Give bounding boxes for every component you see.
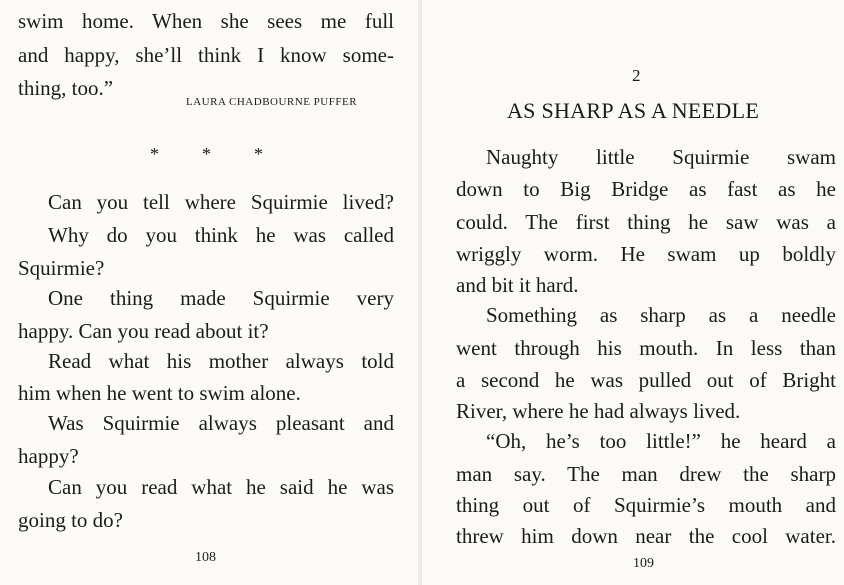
separator-star: * [254,144,263,164]
separator-star: * [150,144,159,164]
question-line: happy? [18,444,79,468]
question-line: happy. Can you read about it? [18,319,269,343]
text-line: could. The first thing he saw was a [456,210,836,234]
text-line: threw him down near the cool water. [456,524,836,548]
text-line: wriggly worm. He swam up boldly [456,242,836,266]
question-line: Read what his mother always told [48,349,394,373]
question-line: One thing made Squirmie very [48,286,394,310]
text-line: Something as sharp as a needle [486,303,836,327]
question-line: Can you read what he said he was [48,475,394,499]
question-line: going to do? [18,508,123,532]
section-separator [150,144,306,165]
question-line: Was Squirmie always pleasant and [48,411,394,435]
right-page [422,0,844,585]
page-number: 109 [633,556,654,571]
text-line: and bit it hard. [456,273,579,297]
text-line: thing out of Squirmie’s mouth and [456,493,836,517]
question-line: Why do you think he was called [48,223,394,247]
text-line: down to Big Bridge as fast as he [456,177,836,201]
text-line: “Oh, he’s too little!” he heard a [486,429,836,453]
question-line: Squirmie? [18,256,105,280]
text-line: Naughty little Squirmie swam [486,145,836,169]
text-line: a second he was pulled out of Bright [456,368,836,392]
separator-star: * [202,144,211,164]
text-line: went through his mouth. In less than [456,336,836,360]
text-line: and happy, she’ll think I know some- [18,43,394,67]
text-line: swim home. When she sees me full [18,9,394,33]
text-line: man say. The man drew the sharp [456,462,836,486]
question-line: him when he went to swim alone. [18,381,301,405]
chapter-title: AS SHARP AS A NEEDLE [506,98,760,123]
text-line: thing, too.” [18,76,114,100]
question-line: Can you tell where Squirmie lived? [48,190,394,214]
page-number: 108 [195,550,216,565]
text-line: River, where he had always lived. [456,399,741,423]
author-attribution: LAURA CHADBOURNE PUFFER [186,96,358,108]
chapter-number: 2 [632,66,641,85]
